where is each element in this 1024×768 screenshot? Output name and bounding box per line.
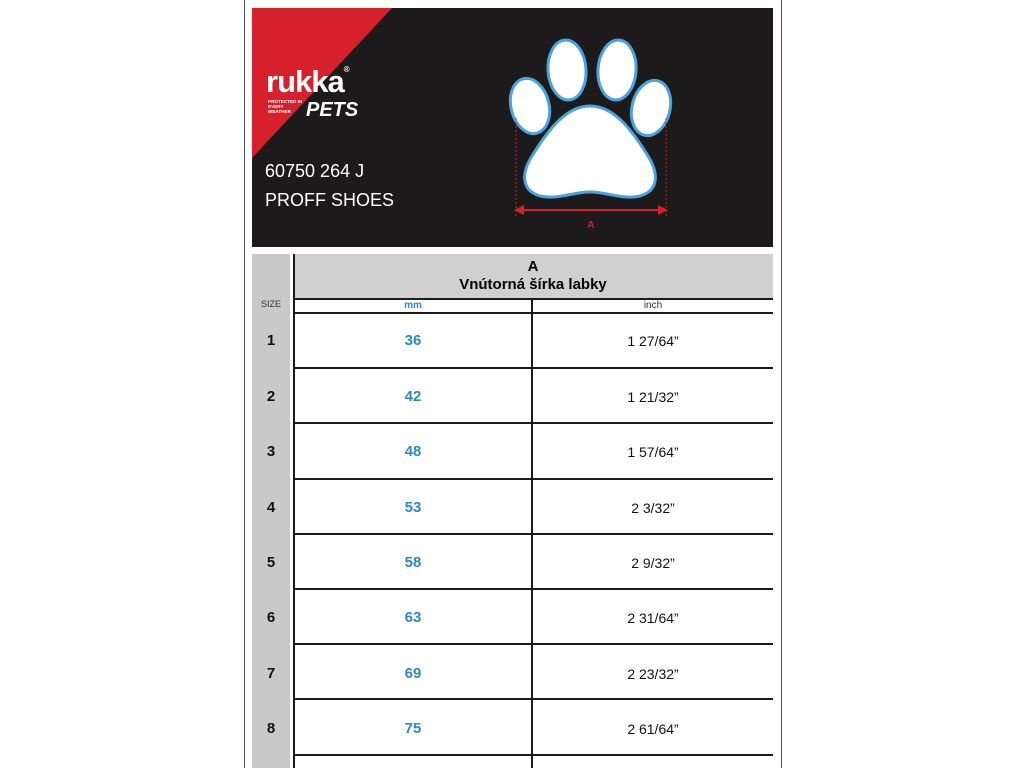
row-divider [293,422,773,424]
inch-cell: 1 57/64” [627,444,679,460]
brand-name: rukka [266,64,344,99]
row-divider [293,478,773,480]
size-cell: 8 [266,720,276,737]
row-divider [293,754,773,756]
paw-toe-inner-right [596,39,638,102]
product-code: 60750 264 J [265,161,365,181]
row-divider [293,588,773,590]
size-cell: 7 [266,665,276,682]
table-header [293,254,773,298]
mm-cell: 36 [404,332,422,349]
unit-inch: inch [643,300,663,311]
row-divider [293,698,773,700]
size-label: SIZE [260,299,281,309]
paw-diagram [502,22,677,232]
row-divider [293,298,773,300]
row-divider [293,643,773,645]
mm-cell: 58 [404,554,422,571]
brand-tagline: PROTECTED IN EVERY WEATHER [268,99,303,114]
mm-cell: 48 [404,443,422,460]
size-cell: 3 [266,443,276,460]
inch-cell: 1 27/64” [627,333,679,349]
paw-toe-inner-left [546,39,588,102]
inch-cell: 2 23/32” [627,666,679,682]
inch-cell: 2 9/32” [631,555,675,571]
size-cell: 4 [266,499,276,516]
mm-cell: 53 [404,499,422,516]
mm-cell: 69 [404,665,422,682]
header-title: A [527,258,539,275]
inch-cell: 1 21/32” [627,389,679,405]
header-banner [252,8,773,247]
size-table [252,254,773,768]
size-cell: 1 [266,332,276,349]
mm-cell: 75 [404,720,422,737]
registered-mark: ® [343,65,349,74]
brand-sub: PETS [306,99,359,121]
size-cell: 2 [266,388,276,405]
inch-cell: 2 31/64” [627,610,679,626]
size-chart-sheet [244,0,782,768]
row-divider [293,367,773,369]
brand-logo [266,66,349,97]
inch-cell: 2 61/64” [627,721,679,737]
header-subtitle: Vnútorná šírka labky [459,276,607,293]
size-cell: 5 [266,554,276,571]
unit-mm: mm [404,300,422,311]
row-divider [293,533,773,535]
mm-cell: 63 [404,609,422,626]
inch-cell: 2 3/32” [631,500,675,516]
mm-cell: 42 [404,388,422,405]
paw-toe-outer-left [505,74,555,138]
measure-label-a: A [587,220,595,231]
product-name: PROFF SHOES [265,190,395,210]
size-cell: 6 [266,609,276,626]
row-divider [293,312,773,314]
